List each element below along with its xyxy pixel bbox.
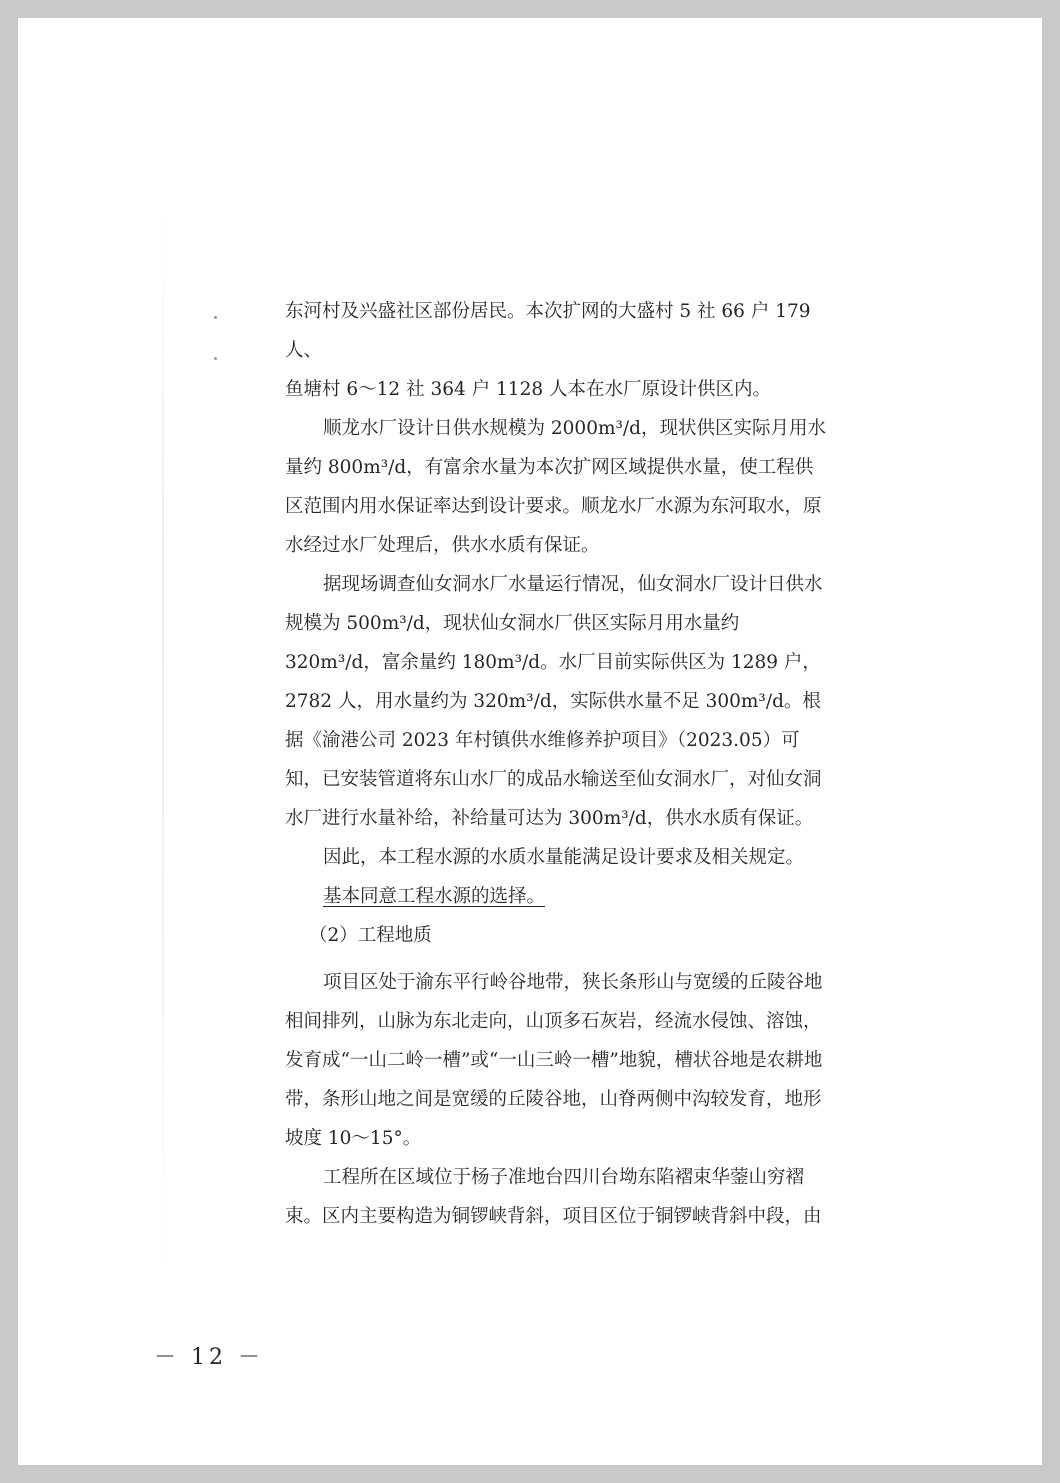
paragraph-terrain: 项目区处于渝东平行岭谷地带，狭长条形山与宽缓的丘陵谷地相间排列，山脉为东北走向，山顶多石灰岩，经流水侵蚀、溶蚀，发育成“一山二岭一槽”或“一山三岭一槽”地貌，槽状谷地是农耕地带，条形山地之间是宽缓的丘陵谷地，山脊两侧中沟较发育，地形坡度 10～15°。 [285,972,823,1149]
paragraph-geology: 工程所在区域位于杨子准地台四川台坳东陷褶束华蓥山穷褶束。区内主要构造为铜锣峡背斜，项目区位于铜锣峡背斜中段，由 [285,1167,822,1227]
underlined-agreement: 基本同意工程水源的选择。 [323,886,546,907]
paragraph-1-line-2: 鱼塘村 6～12 社 364 户 1128 人本在水厂原设计供区内。 [285,379,771,400]
paragraph-xiannvdong-plant: 据现场调查仙女洞水厂水量运行情况，仙女洞水厂设计日供水规模为 500m³/d，现状仙女洞水厂供区实际月用水量约 320m³/d，富余量约 180m³/d。水厂目前实际供区为 1289 户，2782 人，用水量约为 320m³/d，实际供水量不足 300m³/d。根据《渝港公司 2023 年村镇供水维修养护项目》（2023.05）可知，已安装管道将东山水厂的成品水输送至仙女洞水厂，对仙女洞水厂进行水量补给，补给量可达为 300m³/d，供水水质有保证。 [285,574,823,829]
paragraph-shunlong-plant: 顺龙水厂设计日供水规模为 2000m³/d，现状供区实际月用水量约 800m³/d，有富余水量为本次扩网区域提供水量，使工程供区范围内用水保证率达到设计要求。顺龙水厂水源为东河取水，原水经过水厂处理后，供水水质有保证。 [285,418,826,556]
document-body [285,292,830,1236]
page-number: － 12 － [154,1345,264,1370]
paragraph-conclusion: 因此，本工程水源的水质水量能满足设计要求及相关规定。 [323,847,805,868]
scan-edge-shadow [162,205,164,1280]
scan-speck [214,316,217,319]
section-heading: （2）工程地质 [309,925,432,946]
paragraph-agreement [285,877,830,916]
scan-speck [214,357,217,360]
paragraph-1-line-1: 东河村及兴盛社区部份居民。本次扩网的大盛村 5 社 66 户 179 人、 [285,301,811,361]
